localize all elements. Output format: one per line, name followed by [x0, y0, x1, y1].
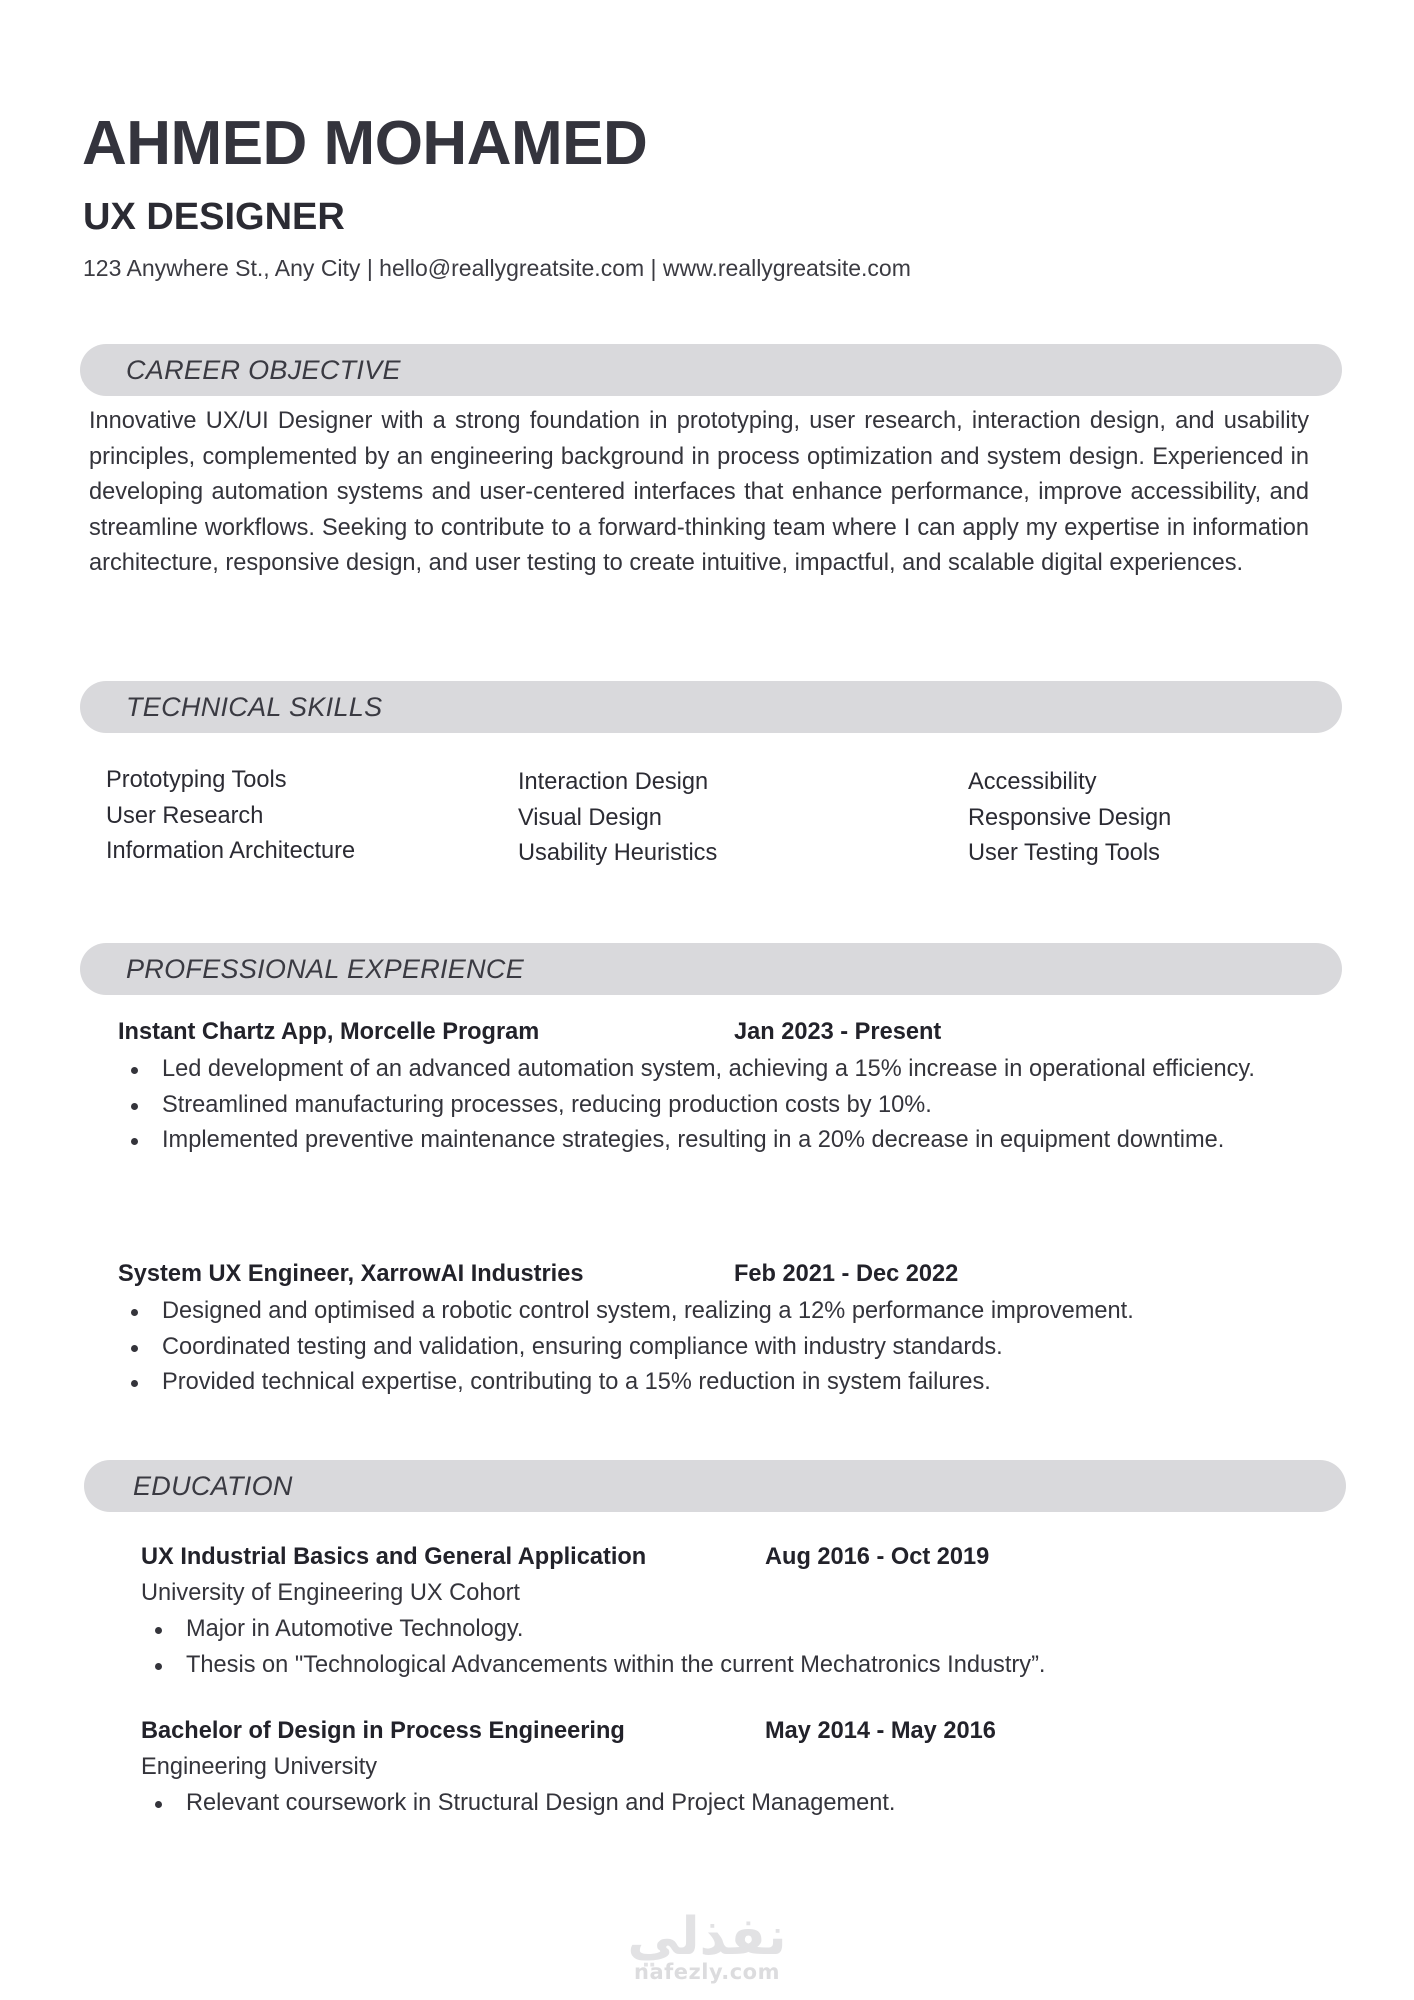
contact-line: 123 Anywhere St., Any City | hello@reallygreatsite.com | www.reallygreatsite.com [83, 255, 911, 281]
job-title-2: System UX Engineer, XarrowAI Industries [118, 1261, 584, 1287]
job-dates-1: Jan 2023 - Present [734, 1019, 942, 1045]
objective-text: Innovative UX/UI Designer with a strong foundation in prototyping, user research, interaction design, and usability principles, complemented by an engineering background in process optimization and system design. Experienced in developing automation systems and user-centered interfaces that enhance performance, improve accessibility, and streamline workflows. Seeking to contribute to a forward-thinking team where I can apply my expertise in information architecture, responsive design, and user testing to create intuitive, impactful, and scalable digital experiences. [89, 408, 1309, 577]
list-item: Streamlined manufacturing processes, reducing production costs by 10%. [118, 1088, 1268, 1124]
section-title-experience: PROFESSIONAL EXPERIENCE [126, 954, 525, 984]
degree-bullets-1 [142, 1612, 1322, 1683]
degree-dates-2: May 2014 - May 2016 [765, 1718, 996, 1744]
list-item: Designed and optimised a robotic control system, realizing a 12% performance improvement. [118, 1294, 1318, 1330]
school-name-1: University of Engineering UX Cohort [141, 1580, 520, 1606]
list-item: Thesis on "Technological Advancements within the current Mechatronics Industry”. [142, 1648, 1322, 1684]
list-item: Provided technical expertise, contributing to a 15% reduction in system failures. [118, 1365, 1318, 1401]
job-title-1: Instant Chartz App, Morcelle Program [118, 1019, 540, 1045]
job-bullets-2 [118, 1294, 1318, 1401]
list-item: Coordinated testing and validation, ensuring compliance with industry standards. [118, 1330, 1318, 1366]
skill-item: User Research [106, 802, 264, 829]
skill-item: Visual Design [518, 804, 662, 831]
skill-item: Information Architecture [106, 838, 356, 865]
degree-title-1: UX Industrial Basics and General Application [141, 1544, 647, 1570]
list-item: Major in Automotive Technology. [142, 1612, 1322, 1648]
section-title-skills: TECHNICAL SKILLS [126, 692, 383, 722]
section-title-objective: CAREER OBJECTIVE [126, 355, 401, 385]
candidate-name: AHMED MOHAMED [82, 109, 648, 178]
job-dates-2: Feb 2021 - Dec 2022 [734, 1261, 959, 1287]
watermark-latin: nafezly.com [634, 1960, 780, 1984]
watermark-arabic: نفذلي [627, 1907, 787, 1967]
skill-item: Interaction Design [518, 769, 709, 795]
school-name-2: Engineering University [141, 1754, 378, 1780]
job-bullets-1 [118, 1052, 1268, 1159]
list-item: Led development of an advanced automation system, achieving a 15% increase in operational efficiency. [118, 1052, 1268, 1088]
skills-column-2 [518, 765, 717, 872]
list-item: Relevant coursework in Structural Design and Project Management. [142, 1786, 1322, 1822]
skill-item: Responsive Design [968, 804, 1172, 831]
skill-item: User Testing Tools [968, 840, 1160, 867]
skill-item: Usability Heuristics [518, 840, 718, 867]
job-title: UX DESIGNER [83, 196, 345, 238]
section-title-education: EDUCATION [133, 1471, 293, 1501]
degree-title-2: Bachelor of Design in Process Engineering [141, 1718, 625, 1744]
degree-bullets-2 [142, 1786, 1322, 1822]
skills-column-3 [968, 765, 1171, 872]
section-band-education [84, 1460, 1346, 1512]
watermark-logo [622, 1908, 792, 2000]
degree-dates-1: Aug 2016 - Oct 2019 [765, 1544, 990, 1570]
skill-item: Accessibility [968, 769, 1097, 795]
section-band-skills [80, 681, 1342, 733]
skill-item: Prototyping Tools [106, 767, 287, 793]
section-band-experience [80, 943, 1342, 995]
section-band-objective [80, 344, 1342, 396]
list-item: Implemented preventive maintenance strategies, resulting in a 20% decrease in equipment downtime. [118, 1123, 1268, 1159]
skills-column-1 [106, 763, 355, 870]
